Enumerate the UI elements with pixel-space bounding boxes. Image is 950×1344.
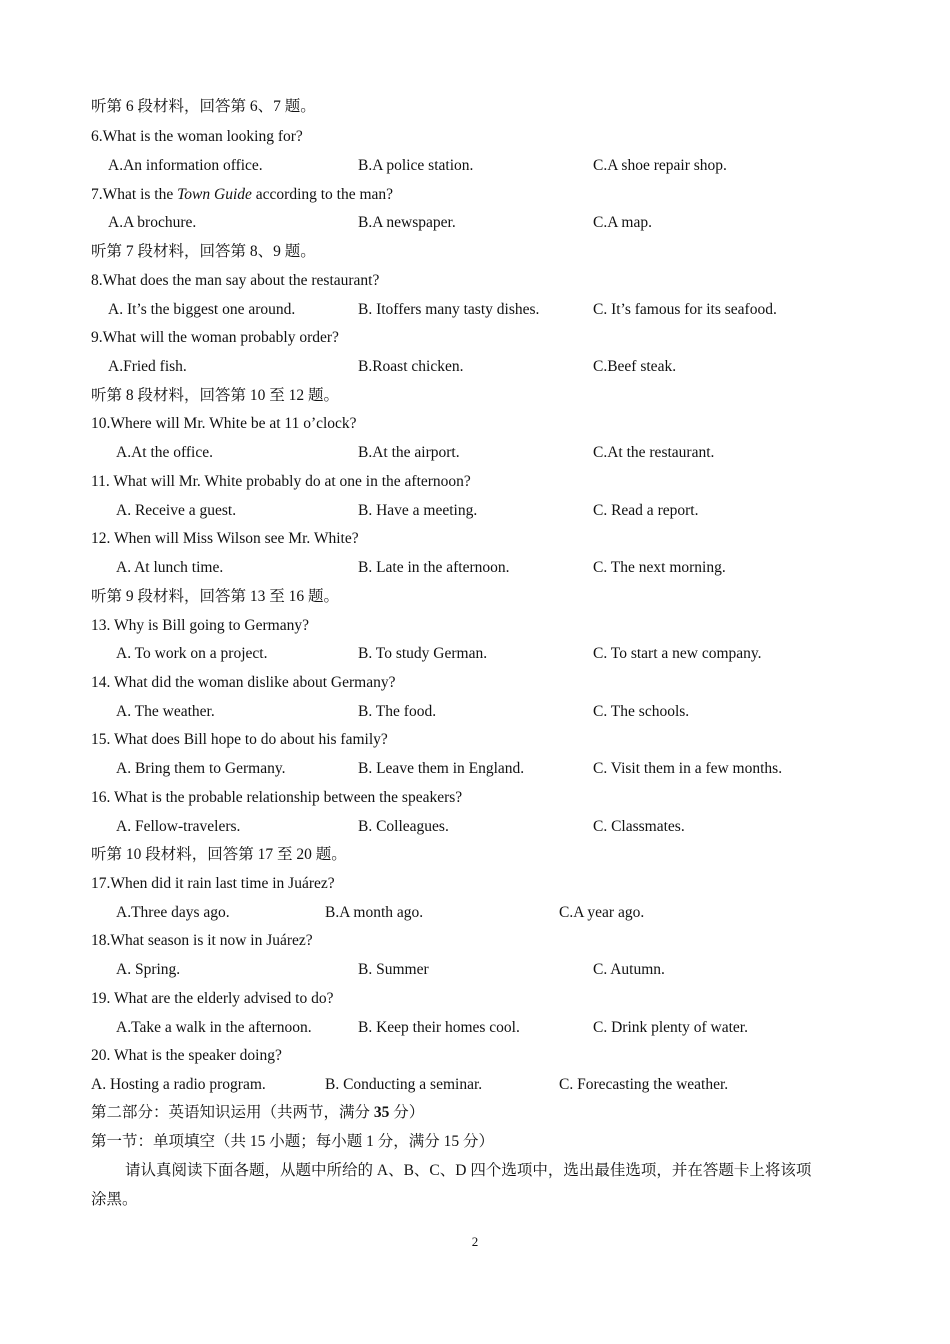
part2-heading-post: 分） xyxy=(389,1104,425,1121)
option-13a: A. To work on a project. xyxy=(116,645,268,662)
question-20: 20. What is the speaker doing? xyxy=(91,1047,282,1064)
option-14b: B. The food. xyxy=(358,703,437,720)
question-7 xyxy=(91,185,393,205)
option-18a: A. Spring. xyxy=(116,961,181,978)
option-11b: B. Have a meeting. xyxy=(358,502,478,519)
question-9: 9.What will the woman probably order? xyxy=(91,329,339,346)
option-8a: A. It’s the biggest one around. xyxy=(108,301,296,318)
question-19: 19. What are the elderly advised to do? xyxy=(91,990,334,1007)
option-15b: B. Leave them in England. xyxy=(358,760,525,777)
option-17b: B.A month ago. xyxy=(325,904,424,921)
option-19c: C. Drink plenty of water. xyxy=(593,1019,748,1036)
option-18b: B. Summer xyxy=(358,961,429,978)
option-20c: C. Forecasting the weather. xyxy=(559,1076,729,1093)
option-6a: A.An information office. xyxy=(108,157,263,174)
option-18c: C. Autumn. xyxy=(593,961,665,978)
question-6: 6.What is the woman looking for? xyxy=(91,128,303,145)
question-16: 16. What is the probable relationship between the speakers? xyxy=(91,789,463,806)
section-heading-6: 听第 6 段材料，回答第 6、7 题。 xyxy=(91,98,316,115)
option-20a: A. Hosting a radio program. xyxy=(91,1076,266,1093)
question-14: 14. What did the woman dislike about Germany? xyxy=(91,674,396,691)
question-7-italic: Town Guide xyxy=(177,186,252,203)
option-6c: C.A shoe repair shop. xyxy=(593,157,727,174)
option-14a: A. The weather. xyxy=(116,703,215,720)
option-11c: C. Read a report. xyxy=(593,502,699,519)
part2-instructions-line1: 请认真阅读下面各题，从题中所给的 A、B、C、D 四个选项中，选出最佳选项，并在答题卡上将该项 xyxy=(125,1162,812,1179)
option-16c: C. Classmates. xyxy=(593,818,685,835)
option-9a: A.Fried fish. xyxy=(108,358,187,375)
option-9b: B.Roast chicken. xyxy=(358,358,464,375)
question-10: 10.Where will Mr. White be at 11 o’clock? xyxy=(91,415,357,432)
option-15a: A. Bring them to Germany. xyxy=(116,760,286,777)
option-10c: C.At the restaurant. xyxy=(593,444,715,461)
option-7a: A.A brochure. xyxy=(108,214,197,231)
option-8c: C. It’s famous for its seafood. xyxy=(593,301,777,318)
option-10b: B.At the airport. xyxy=(358,444,460,461)
question-18: 18.What season is it now in Juárez? xyxy=(91,932,313,949)
option-12c: C. The next morning. xyxy=(593,559,726,576)
option-13b: B. To study German. xyxy=(358,645,488,662)
section-heading-7: 听第 7 段材料，回答第 8、9 题。 xyxy=(91,243,316,260)
option-10a: A.At the office. xyxy=(116,444,213,461)
option-6b: B.A police station. xyxy=(358,157,474,174)
question-8: 8.What does the man say about the restaurant? xyxy=(91,272,380,289)
part2-heading-score: 35 xyxy=(373,1104,390,1121)
part2-heading xyxy=(91,1103,424,1123)
option-17c: C.A year ago. xyxy=(559,904,645,921)
option-11a: A. Receive a guest. xyxy=(116,502,237,519)
question-13: 13. Why is Bill going to Germany? xyxy=(91,617,309,634)
option-16a: A. Fellow-travelers. xyxy=(116,818,241,835)
question-7-pre: 7.What is the xyxy=(91,186,178,203)
option-12b: B. Late in the afternoon. xyxy=(358,559,510,576)
question-7-post: according to the man? xyxy=(251,186,394,203)
section-heading-10: 听第 10 段材料，回答第 17 至 20 题。 xyxy=(91,846,347,863)
option-7c: C.A map. xyxy=(593,214,652,231)
option-14c: C. The schools. xyxy=(593,703,690,720)
question-15: 15. What does Bill hope to do about his family? xyxy=(91,731,388,748)
question-12: 12. When will Miss Wilson see Mr. White? xyxy=(91,530,359,547)
option-13c: C. To start a new company. xyxy=(593,645,762,662)
option-8b: B. Itoffers many tasty dishes. xyxy=(358,301,540,318)
option-7b: B.A newspaper. xyxy=(358,214,456,231)
option-12a: A. At lunch time. xyxy=(116,559,224,576)
option-17a: A.Three days ago. xyxy=(116,904,230,921)
option-20b: B. Conducting a seminar. xyxy=(325,1076,483,1093)
section-heading-8: 听第 8 段材料，回答第 10 至 12 题。 xyxy=(91,387,340,404)
section-heading-9: 听第 9 段材料，回答第 13 至 16 题。 xyxy=(91,588,340,605)
option-19a: A.Take a walk in the afternoon. xyxy=(116,1019,312,1036)
question-17: 17.When did it rain last time in Juárez? xyxy=(91,875,335,892)
part2-instructions-line2: 涂黑。 xyxy=(91,1191,138,1208)
part2-heading-pre: 第二部分：英语知识运用（共两节，满分 xyxy=(91,1104,374,1121)
option-19b: B. Keep their homes cool. xyxy=(358,1019,520,1036)
page-number: 2 xyxy=(471,1234,479,1249)
option-16b: B. Colleagues. xyxy=(358,818,449,835)
option-15c: C. Visit them in a few months. xyxy=(593,760,783,777)
option-9c: C.Beef steak. xyxy=(593,358,677,375)
question-11: 11. What will Mr. White probably do at one in the afternoon? xyxy=(91,473,471,490)
part2-subheading: 第一节：单项填空（共 15 小题；每小题 1 分，满分 15 分） xyxy=(91,1133,495,1150)
